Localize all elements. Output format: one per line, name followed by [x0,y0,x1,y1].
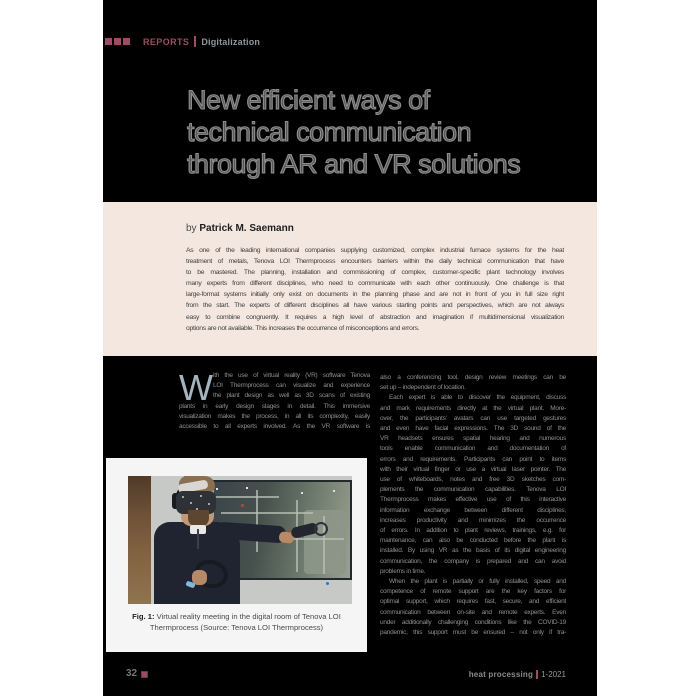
kicker-separator-bar [194,36,196,47]
photo-wall-left [128,476,151,604]
photo-headset-sensor-dot [200,495,202,497]
photo-pipe [221,512,313,514]
right-column-paragraph-2: Each expert is able to discover the equipment, discuss and mark requirements directly at the virtual plant. More- over, the participants' avatars can use targeted gestures and even have facial expressions. The 3D sound of the VR headsets ensures spatial hearing and numerous tools enable communication and documentation of errors and requirements. Participants can point to items with their virtual finger or use a virtual laser pointer. The use of whiteboards, notes and free 3D sketches com- plements the communication capabilities. Tenova LOI Thermprocess makes effective use of this interactive information exchange between different disciplines, increases productivity and minimizes the occurrence of errors. In addition to plant reviews, trainings, e.g. for maintenance, can also be conducted before the plant is installed. By using VR as the basis of its digital engineering communication, the company is prepared and can avoid problems in time. [380,394,566,575]
figure-label: Fig. 1: [132,612,155,621]
author-name: Patrick M. Saemann [199,223,294,234]
photo-marker-dot [241,504,244,507]
kicker-square [105,38,112,45]
photo-headset-sensor-dot [182,496,184,498]
kicker-section-label: Digitalization [201,36,261,47]
left-column-lines-full: plants in early design stages in detail. This immersive visualization makes the process, in all its complexity, easily accessible to all experts involved. As the VR software is [179,402,370,431]
journal-issue: 1-2021 [541,670,566,679]
photo-headset-sensor-dot [208,503,210,505]
figure-1-block [106,458,367,652]
journal-separator-bar [536,670,538,679]
kicker-square [114,38,121,45]
figure-caption-line2: Thermprocess (Source: Tenova LOI Thermprocess) [149,623,324,632]
right-column-paragraph-3: When the plant is partially or fully installed, speed and competence of remote support are the key factors for optimal support, which requires fast, secure, and efficient communication between on-site and remote experts. Even under additionally challenging conditions like the COVID-19 pandemic, this support must be ensured – not only if tra- [380,578,566,637]
body-column-left [179,367,370,432]
kicker-row [105,36,260,47]
abstract-text: As one of the leading international companies supplying customized, complex industrial furnace systems for the heat treatment of metals, Tenova LOI Thermprocess encounters barriers within the daily technical communication that have to be mastered. The planning, installation and commissioning of complex, customer-specific plant technology involves many experts from different disciplines, who need to communicate with each other continuously. One challenge is that large-format systems initially only exist on documents in the planning phase and are not in front of you in full size right from the start. The experts of different disciplines all have various starting points and perspectives, which are not always easy to combine congruently. It requires a high level of abstraction and imagination if multidimensional visualization options are not available. This increases the occurrence of misconceptions and errors. [186,247,564,332]
kicker-square [123,38,130,45]
photo-light-dot [301,492,303,494]
photo-headset-sensor-dot [190,502,192,504]
footer-square [141,671,148,678]
byline-prefix: by [186,223,197,234]
right-column-paragraph-1: also a conferencing tool, design review meetings can be set up – independent of location. [380,374,566,392]
drop-cap: W [179,367,213,408]
figure-caption-line1: Fig. 1: Virtual reality meeting in the digital room of Tenova LOI [132,612,341,621]
kicker-label: REPORTS [143,36,190,47]
photo-vr-controller-ring [314,522,328,536]
figure-caption [114,611,359,633]
photo-light-dot [216,488,218,490]
photo-tv-led [326,582,329,585]
photo-pipe [209,496,279,498]
left-column-lines-beside-dropcap: ith the use of virtual reality (VR) software Tenova LOI Thermprocess can visualize and experience the plant design as well as 3D scans of existing [213,372,370,400]
photo-plant-vessel [304,510,346,574]
photo-light-dot [333,490,335,492]
photo-pipe [256,490,258,552]
figure-photo-vr-meeting [128,476,352,604]
photo-light-dot [246,487,248,489]
article-title: New efficient ways of technical communication through AR and VR solutions [187,85,521,179]
body-column-right [380,373,566,638]
abstract-band [103,202,597,356]
journal-footer [469,670,566,679]
photo-sweater-zipper [197,529,199,549]
journal-name: heat processing [468,670,534,679]
page-number: 32 [126,668,138,679]
black-content-block [103,0,597,696]
byline [186,223,294,234]
